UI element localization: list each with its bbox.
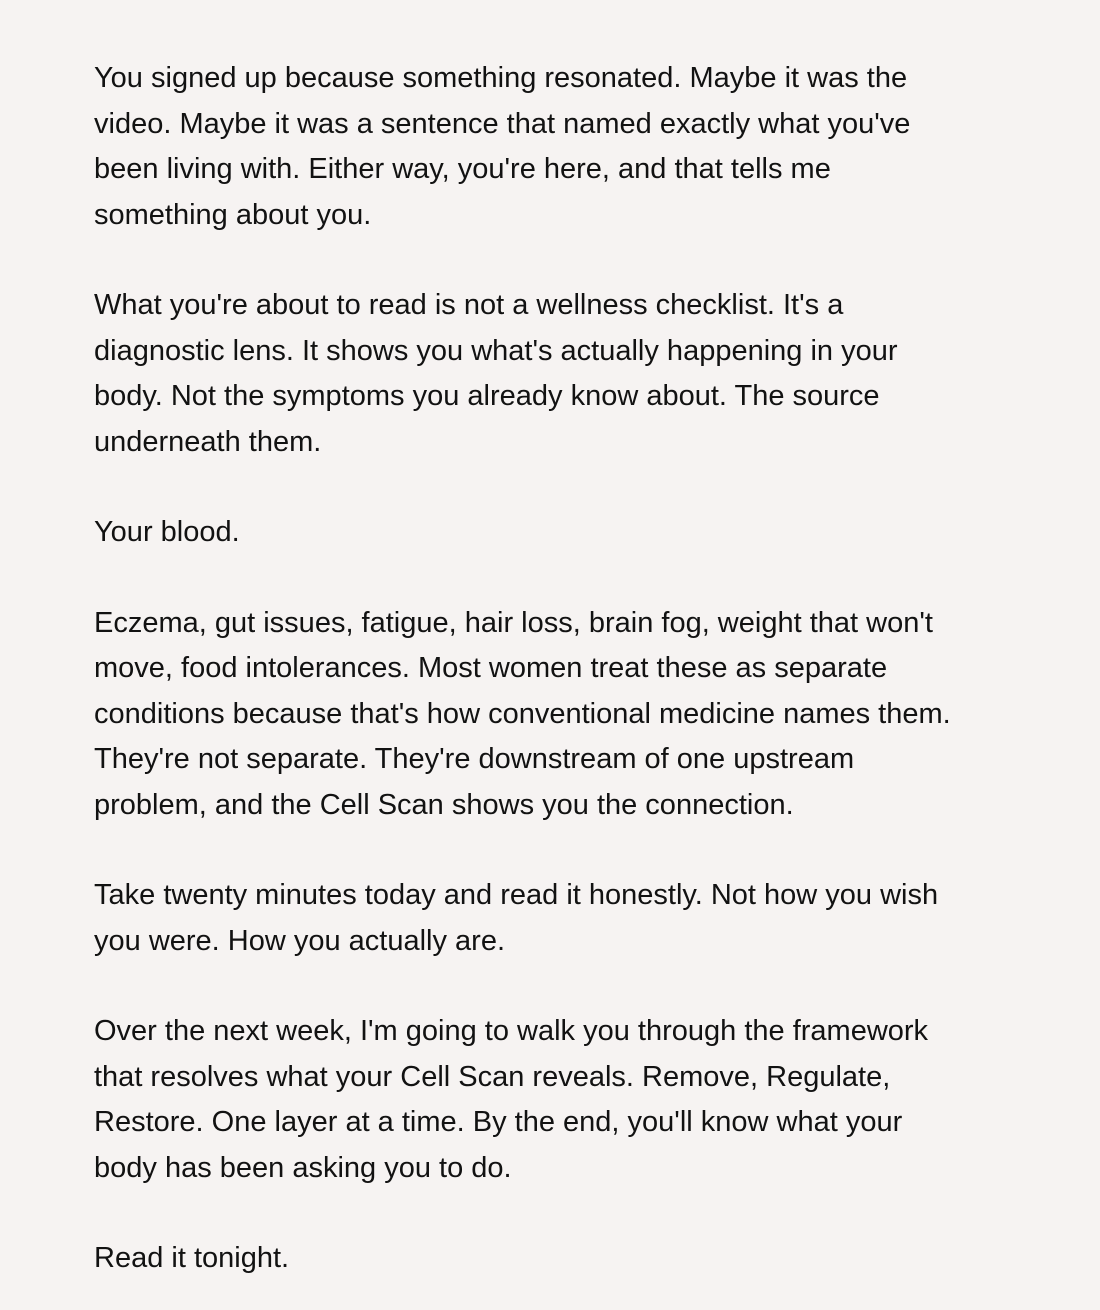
paragraph-symptoms: Eczema, gut issues, fatigue, hair loss, brain fog, weight that won't move, food intolerances. Most women treat these as separate conditions because that's how conventional medicine names them. They're not separate. They're downstream of one upstream problem, and the Cell Scan shows you the connection. <box>94 606 951 821</box>
paragraph-take-twenty-minutes: Take twenty minutes today and read it honestly. Not how you wish you were. How you actually are. <box>94 879 939 957</box>
paragraph-your-blood: Your blood. <box>94 516 240 548</box>
paragraph-intro: You signed up because something resonated. Maybe it was the video. Maybe it was a sentence that named exactly what you've been living with. Either way, you're here, and that tells me something about you. <box>94 62 911 231</box>
paragraph-read-tonight: Read it tonight. <box>94 1242 290 1274</box>
email-body <box>94 56 1054 1282</box>
paragraph-framework: Over the next week, I'm going to walk you through the framework that resolves what your Cell Scan reveals. Remove, Regulate, Restore. One layer at a time. By the end, you'll know what your body has been asking you to do. <box>94 1015 929 1184</box>
paragraph-diagnostic-lens: What you're about to read is not a wellness checklist. It's a diagnostic lens. It shows you what's actually happening in your body. Not the symptoms you already know about. The source underneath them. <box>94 289 898 458</box>
